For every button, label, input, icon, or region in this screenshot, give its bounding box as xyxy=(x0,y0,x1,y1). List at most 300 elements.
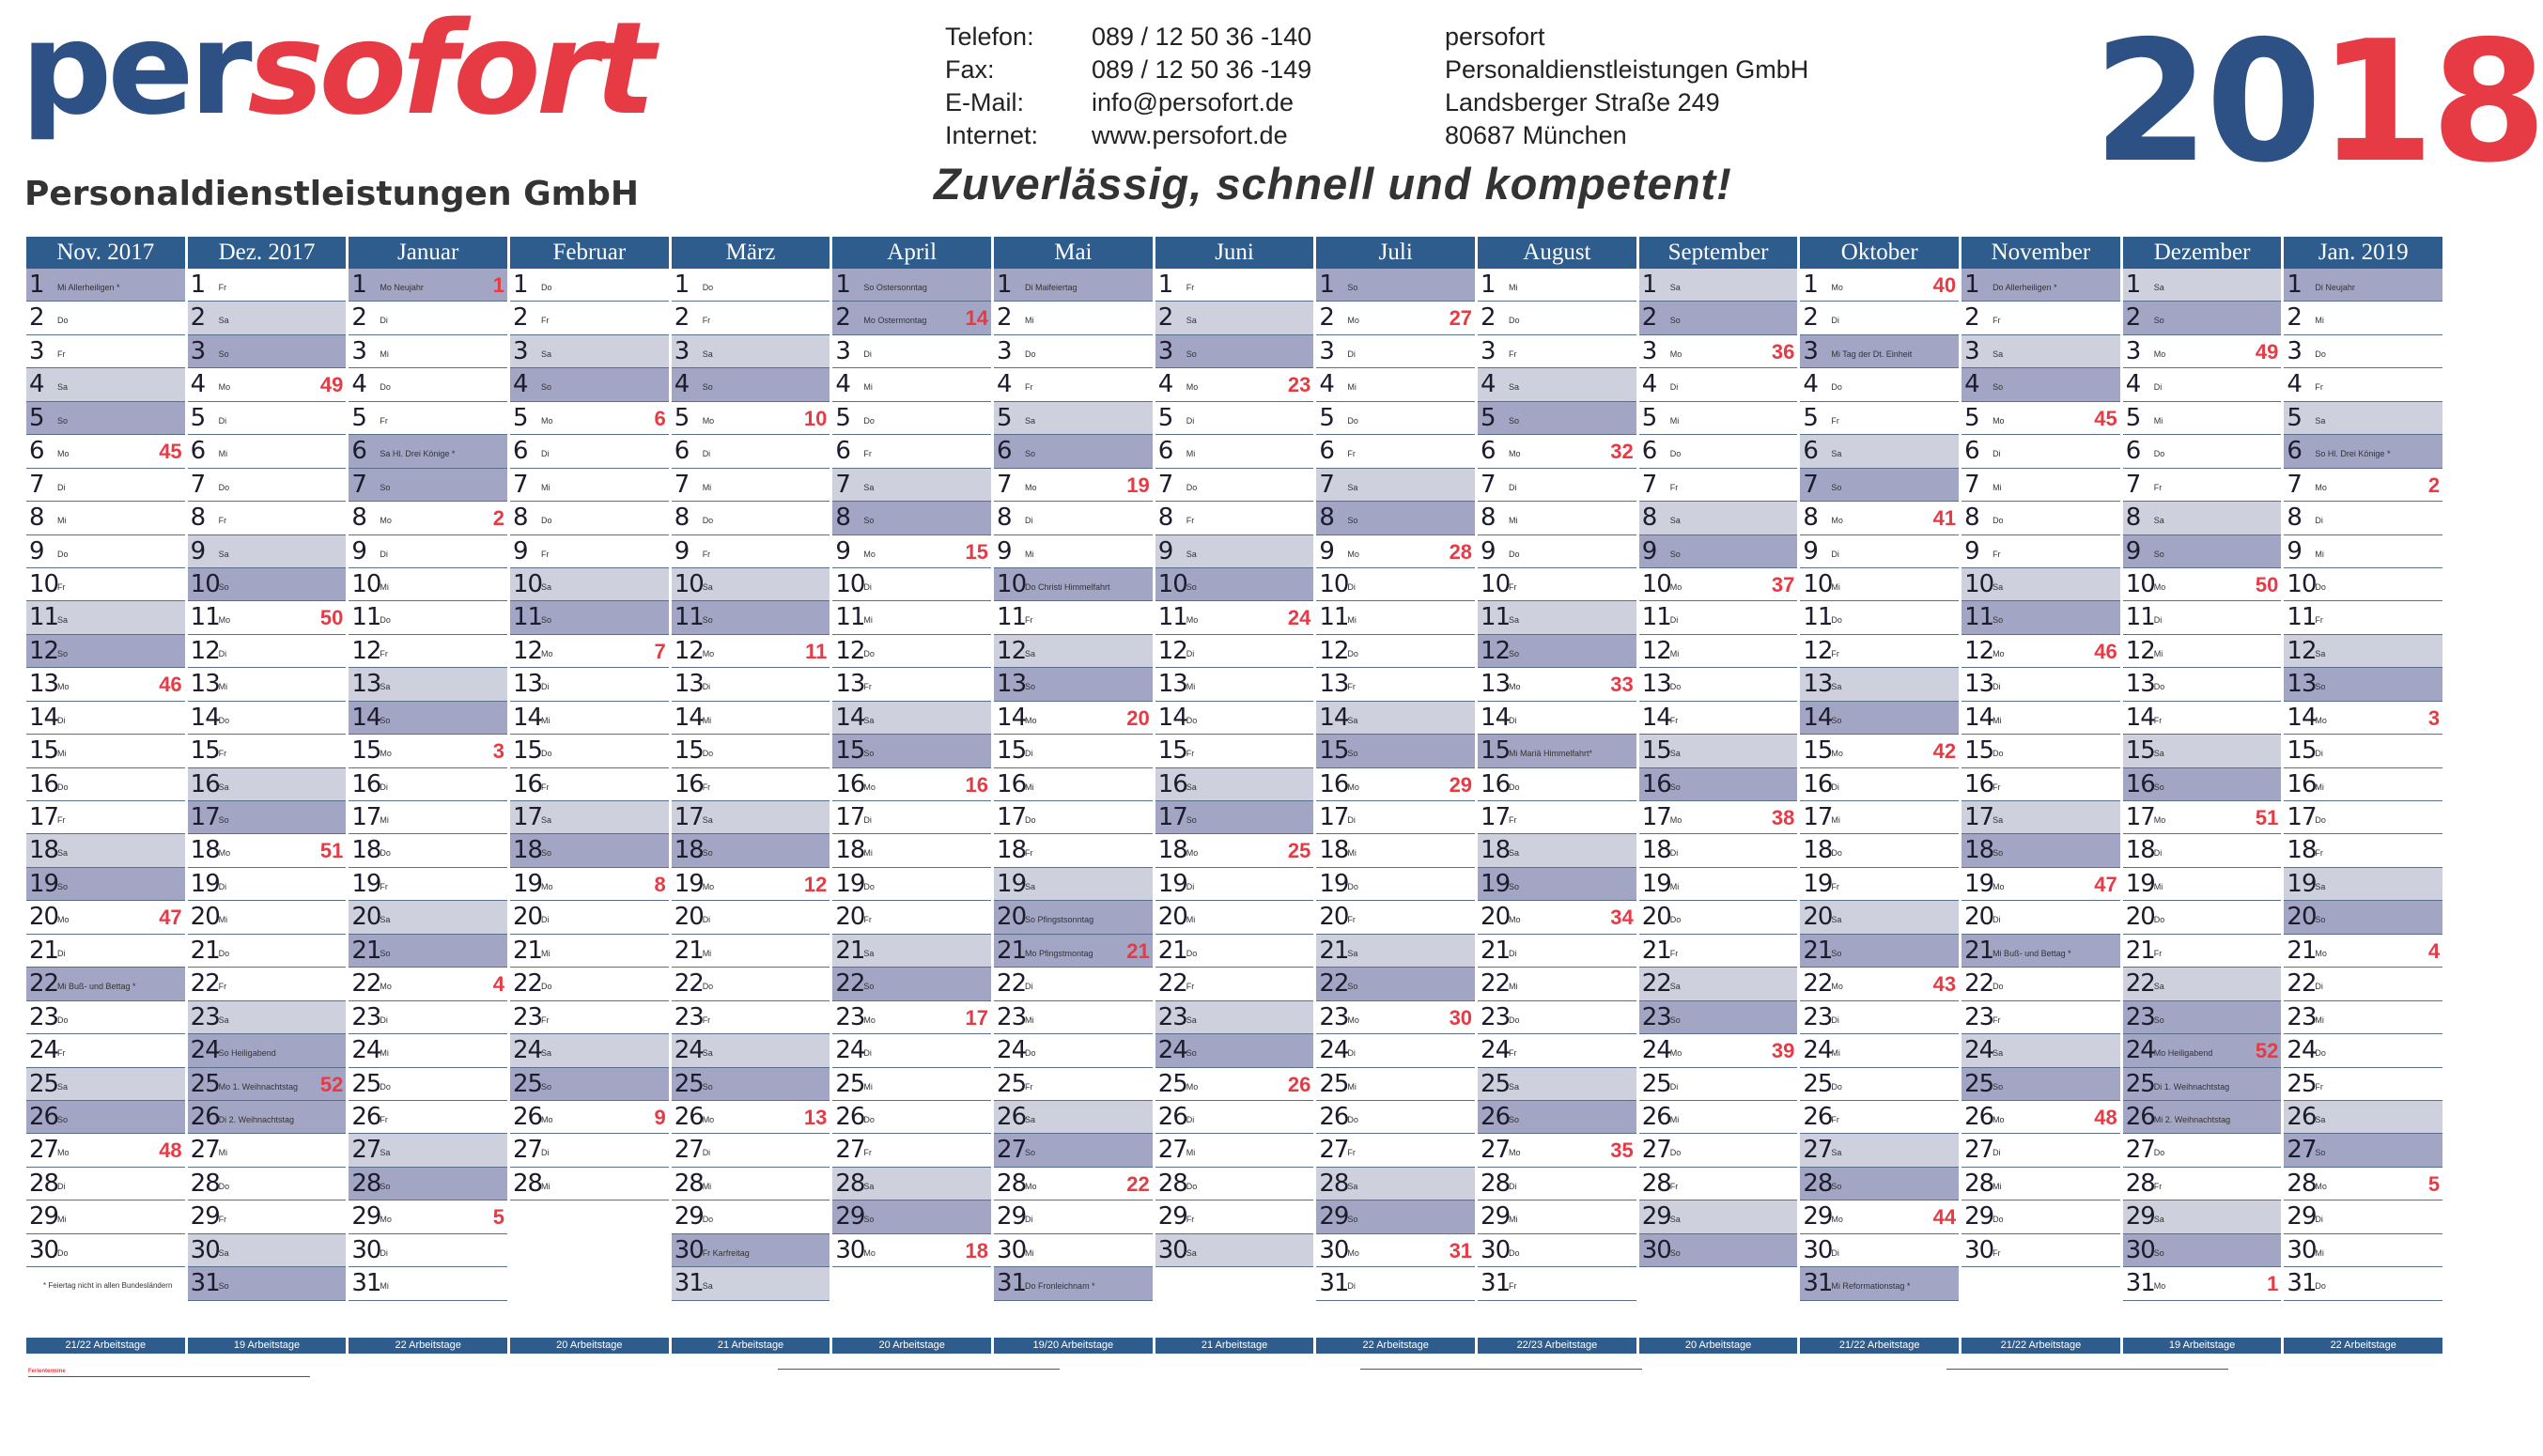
weekday-label: Sa xyxy=(218,549,229,559)
day-number: 18 xyxy=(1641,836,1671,865)
day-cell xyxy=(349,335,507,368)
weekday-label: Fr xyxy=(1993,782,2001,792)
day-cell xyxy=(349,801,507,834)
day-cell xyxy=(1155,901,1314,934)
week-number: 39 xyxy=(1771,1039,1795,1063)
weekday-label: So xyxy=(702,382,713,393)
day-cell xyxy=(832,1068,991,1101)
day-cell xyxy=(510,435,669,468)
day-number: 19 xyxy=(190,869,220,898)
day-number: 10 xyxy=(2287,569,2317,598)
day-number: 13 xyxy=(2287,670,2317,699)
day-number: 23 xyxy=(835,1002,865,1031)
month-days xyxy=(1155,269,1314,1267)
week-number: 1 xyxy=(2267,1272,2279,1296)
day-cell xyxy=(672,1101,830,1134)
week-number: 22 xyxy=(1126,1171,1150,1196)
day-number: 25 xyxy=(997,1069,1027,1098)
day-number: 16 xyxy=(1641,769,1671,798)
weekday-label: Sa xyxy=(1186,782,1197,792)
day-cell xyxy=(188,1001,347,1034)
week-number: 20 xyxy=(1126,705,1150,730)
day-cell xyxy=(2284,668,2442,701)
day-number: 16 xyxy=(674,769,704,798)
weekday-label: So xyxy=(1669,1247,1681,1258)
persofort-logo xyxy=(21,0,651,144)
day-cell xyxy=(832,635,991,668)
weekday-label: Mi xyxy=(702,1181,712,1191)
calendar-year xyxy=(2093,5,2543,199)
weekday-label: So xyxy=(702,848,713,859)
working-days-label: 21/22 Arbeitstage xyxy=(1962,1338,2120,1354)
day-number: 16 xyxy=(997,769,1027,798)
day-number: 17 xyxy=(2125,803,2155,831)
day-number: 28 xyxy=(1481,1169,1511,1198)
week-number: 34 xyxy=(1610,906,1634,930)
weekday-label: Di xyxy=(2315,516,2323,526)
day-cell xyxy=(1478,1200,1636,1233)
weekday-label: Fr xyxy=(218,283,227,292)
weekday-label: Fr xyxy=(1347,915,1356,925)
weekday-label: So Hl. Drei Könige * xyxy=(2315,449,2391,459)
day-number: 29 xyxy=(1157,1202,1187,1231)
week-number: 46 xyxy=(2094,639,2117,663)
day-cell xyxy=(349,935,507,968)
day-cell xyxy=(1155,935,1314,968)
day-number: 8 xyxy=(2125,503,2141,533)
day-cell xyxy=(1478,1267,1636,1300)
day-cell xyxy=(994,702,1153,735)
weekday-label: Mi xyxy=(1347,848,1357,859)
weekday-label: Mo xyxy=(1669,815,1682,825)
weekday-label: Sa xyxy=(380,915,391,925)
day-cell xyxy=(2284,269,2442,302)
weekday-label: Sa xyxy=(863,715,875,725)
day-number: 5 xyxy=(1803,403,1818,432)
day-cell xyxy=(1478,535,1636,568)
day-cell xyxy=(672,901,830,934)
day-cell xyxy=(2284,535,2442,568)
day-cell xyxy=(510,269,669,302)
ferien-block-3 xyxy=(1360,1368,1642,1370)
day-cell xyxy=(832,668,991,701)
day-number: 4 xyxy=(351,370,366,399)
day-cell xyxy=(510,968,669,1000)
day-cell xyxy=(994,635,1153,668)
day-number: 14 xyxy=(1157,703,1187,732)
day-cell xyxy=(1478,568,1636,601)
day-number: 20 xyxy=(351,903,381,932)
day-cell xyxy=(994,335,1153,368)
weekday-label: Do xyxy=(218,482,230,492)
weekday-label: Di xyxy=(702,1148,711,1158)
day-number: 8 xyxy=(29,503,44,533)
day-number: 2 xyxy=(997,303,1012,333)
weekday-label: Mi xyxy=(541,1181,550,1191)
day-number: 11 xyxy=(1964,603,1994,632)
weekday-label: Do Christi Himmelfahrt xyxy=(1025,581,1110,592)
day-cell xyxy=(2123,735,2282,767)
weekday-label: Di xyxy=(1186,415,1195,426)
day-number: 21 xyxy=(1319,936,1349,965)
day-number: 12 xyxy=(674,636,704,665)
day-number: 18 xyxy=(1964,836,1994,865)
day-number: 10 xyxy=(1319,569,1349,598)
day-cell xyxy=(2123,601,2282,634)
day-cell xyxy=(1155,368,1314,401)
day-cell xyxy=(1155,335,1314,368)
day-number: 15 xyxy=(997,736,1027,766)
day-cell xyxy=(1316,901,1475,934)
day-cell xyxy=(1962,402,2120,435)
week-number: 3 xyxy=(2427,705,2441,730)
day-cell xyxy=(2284,469,2442,502)
day-cell xyxy=(994,568,1153,601)
day-number: 14 xyxy=(674,703,704,732)
weekday-label: Do xyxy=(863,881,875,891)
day-cell xyxy=(2284,968,2442,1000)
weekday-label: Di xyxy=(702,682,711,692)
day-number: 21 xyxy=(674,936,704,965)
day-cell xyxy=(510,568,669,601)
day-number: 9 xyxy=(674,536,690,565)
weekday-label: Mo xyxy=(702,881,715,891)
day-cell xyxy=(1155,568,1314,601)
day-number: 20 xyxy=(1481,903,1511,932)
day-number: 25 xyxy=(1964,1069,1994,1098)
weekday-label: So Pfingstsonntag xyxy=(1025,915,1094,925)
day-cell xyxy=(2123,1068,2282,1101)
day-number: 27 xyxy=(2287,1136,2317,1165)
day-number: 23 xyxy=(190,1002,220,1031)
weekday-label: Di xyxy=(57,948,66,958)
day-number: 16 xyxy=(190,769,220,798)
day-number: 6 xyxy=(997,437,1012,466)
day-number: 25 xyxy=(2287,1069,2317,1098)
day-cell xyxy=(1316,368,1475,401)
weekday-label: So xyxy=(1993,1081,2004,1092)
weekday-label: Fr xyxy=(863,449,872,459)
day-number: 26 xyxy=(351,1102,381,1131)
day-cell xyxy=(994,469,1153,502)
weekday-label: Sa xyxy=(2153,749,2164,759)
day-cell xyxy=(1800,668,1959,701)
day-cell xyxy=(349,1234,507,1267)
day-cell xyxy=(1478,702,1636,735)
month-days xyxy=(672,269,830,1301)
week-number: 4 xyxy=(2427,938,2441,963)
day-cell xyxy=(994,901,1153,934)
weekday-label: Do xyxy=(1831,615,1842,626)
day-cell xyxy=(832,568,991,601)
weekday-label: Do xyxy=(1509,782,1520,792)
weekday-label: Fr Karfreitag xyxy=(702,1247,750,1258)
day-cell xyxy=(349,1101,507,1134)
day-number: 6 xyxy=(674,437,690,466)
day-number: 3 xyxy=(997,336,1012,365)
weekday-label: So xyxy=(2315,915,2326,925)
weekday-label: Di xyxy=(541,682,550,692)
day-number: 27 xyxy=(190,1136,220,1165)
day-number: 2 xyxy=(2125,303,2141,333)
month-days xyxy=(188,269,347,1301)
weekday-label: Fr xyxy=(1186,1215,1195,1225)
day-cell xyxy=(1639,1034,1798,1067)
day-number: 8 xyxy=(1803,503,1818,533)
day-number: 7 xyxy=(1481,470,1496,499)
day-cell xyxy=(510,469,669,502)
day-cell xyxy=(1316,302,1475,334)
day-cell xyxy=(1639,1234,1798,1267)
working-days-label: 21 Arbeitstage xyxy=(1155,1338,1314,1354)
day-cell xyxy=(994,735,1153,767)
day-cell xyxy=(1478,1234,1636,1267)
day-cell xyxy=(188,269,347,302)
day-cell xyxy=(1478,302,1636,334)
day-cell xyxy=(349,834,507,867)
day-number: 18 xyxy=(1803,836,1833,865)
address-line-3: Landsberger Straße 249 xyxy=(1445,88,1720,116)
weekday-label: Mo xyxy=(702,415,715,426)
weekday-label: Di xyxy=(2153,382,2163,393)
ferien-line xyxy=(778,1369,1060,1370)
day-cell xyxy=(672,1168,830,1200)
weekday-label: Mi xyxy=(1669,1114,1680,1124)
day-number: 13 xyxy=(674,670,704,699)
weekday-label: Do xyxy=(1669,1148,1682,1158)
day-number: 17 xyxy=(835,803,865,831)
day-number: 15 xyxy=(351,736,381,766)
weekday-label: Mi xyxy=(1347,1081,1357,1092)
day-number: 28 xyxy=(1319,1169,1349,1198)
day-cell xyxy=(994,368,1153,401)
day-number: 31 xyxy=(190,1269,220,1298)
day-number: 5 xyxy=(29,403,44,432)
day-number: 21 xyxy=(1803,936,1833,965)
weekday-label: Mi xyxy=(380,1048,389,1059)
weekday-label: Fr xyxy=(2315,382,2323,393)
weekday-label: Mo Ostermontag xyxy=(863,316,927,326)
day-number: 9 xyxy=(1157,536,1173,565)
day-cell xyxy=(672,834,830,867)
weekday-label: Fr xyxy=(702,549,711,559)
value-internet[interactable]: www.persofort.de xyxy=(1092,121,1288,149)
day-number: 29 xyxy=(1964,1202,1994,1231)
day-cell xyxy=(1478,402,1636,435)
day-cell xyxy=(832,968,991,1000)
day-number: 26 xyxy=(513,1102,543,1131)
day-cell xyxy=(1962,968,2120,1000)
weekday-label: So xyxy=(2153,1247,2164,1258)
weekday-label: Mo xyxy=(1025,715,1037,725)
weekday-label: Do xyxy=(57,1247,69,1258)
day-number: 19 xyxy=(513,869,543,898)
day-cell xyxy=(1155,1168,1314,1200)
weekday-label: Fr xyxy=(380,1114,388,1124)
weekday-label: Di xyxy=(1347,581,1356,592)
day-number: 22 xyxy=(190,969,220,999)
weekday-label: Di xyxy=(863,581,872,592)
day-number: 4 xyxy=(997,370,1012,399)
weekday-label: Sa xyxy=(541,349,552,359)
weekday-label: Di xyxy=(702,449,711,459)
day-cell xyxy=(1155,601,1314,634)
day-cell xyxy=(1316,1134,1475,1167)
day-cell xyxy=(510,535,669,568)
weekday-label: So xyxy=(2315,1148,2326,1158)
day-number: 12 xyxy=(1319,636,1349,665)
weekday-label: Mo xyxy=(57,682,70,692)
day-cell xyxy=(1478,668,1636,701)
weekday-label: So xyxy=(1509,415,1520,426)
day-number: 31 xyxy=(1481,1269,1511,1298)
weekday-label: Fr xyxy=(1831,881,1839,891)
day-cell xyxy=(1800,1134,1959,1167)
weekday-label: So xyxy=(380,715,391,725)
day-number: 3 xyxy=(2125,336,2141,365)
weekday-label: Sa xyxy=(218,1247,229,1258)
day-cell xyxy=(26,368,185,401)
day-number: 27 xyxy=(835,1136,865,1165)
day-cell xyxy=(1316,1168,1475,1200)
day-number: 28 xyxy=(1803,1169,1833,1198)
weekday-label: So xyxy=(1347,516,1358,526)
day-cell xyxy=(2123,1134,2282,1167)
day-number: 16 xyxy=(2287,769,2317,798)
day-cell xyxy=(994,535,1153,568)
weekday-label: Do xyxy=(1025,349,1036,359)
weekday-label: So xyxy=(1347,749,1358,759)
day-number: 20 xyxy=(190,903,220,932)
day-number: 27 xyxy=(674,1136,704,1165)
weekday-label: Do xyxy=(1509,316,1520,326)
day-number: 26 xyxy=(1319,1102,1349,1131)
weekday-label: Di xyxy=(541,449,550,459)
day-number: 11 xyxy=(674,603,704,632)
day-number: 22 xyxy=(1481,969,1511,999)
day-number: 4 xyxy=(29,370,44,399)
day-number: 29 xyxy=(2125,1202,2155,1231)
day-number: 18 xyxy=(2125,836,2155,865)
day-cell xyxy=(1316,402,1475,435)
day-cell xyxy=(349,668,507,701)
weekday-label: So xyxy=(863,982,875,992)
day-cell xyxy=(2123,901,2282,934)
weekday-label: Do xyxy=(1025,1048,1036,1059)
weekday-label: Sa xyxy=(1025,881,1036,891)
week-number: 42 xyxy=(1932,739,1957,764)
day-number: 16 xyxy=(2125,769,2155,798)
day-cell xyxy=(994,435,1153,468)
day-cell xyxy=(1316,1267,1475,1300)
weekday-label: So xyxy=(218,1281,229,1292)
day-cell xyxy=(1639,735,1798,767)
day-number: 8 xyxy=(513,503,528,533)
day-cell xyxy=(994,1168,1153,1200)
weekday-label: Di xyxy=(1993,1148,2001,1158)
weekday-label: Sa xyxy=(1669,749,1681,759)
day-number: 1 xyxy=(997,271,1012,299)
weekday-label: Fr xyxy=(1186,283,1195,292)
day-number: 4 xyxy=(835,370,850,399)
day-number: 25 xyxy=(1481,1069,1511,1098)
company-address xyxy=(1445,21,1808,152)
week-number: 5 xyxy=(492,1205,505,1230)
logo-part-per: per xyxy=(21,0,248,144)
day-cell xyxy=(2123,768,2282,801)
day-cell xyxy=(1800,402,1959,435)
day-number: 10 xyxy=(997,569,1027,598)
day-number: 6 xyxy=(1641,437,1657,466)
weekday-label: So Ostersonntag xyxy=(863,283,927,292)
day-number: 26 xyxy=(1803,1102,1833,1131)
weekday-label: Mi xyxy=(863,1081,873,1092)
weekday-label: Di xyxy=(863,1048,872,1059)
day-cell xyxy=(2123,502,2282,534)
weekday-label: Fr xyxy=(1669,715,1679,725)
weekday-label: Sa xyxy=(1993,349,2004,359)
day-cell xyxy=(1316,535,1475,568)
day-number: 6 xyxy=(1803,437,1818,466)
day-number: 31 xyxy=(674,1269,704,1298)
weekday-label: Mo xyxy=(1025,482,1037,492)
day-cell xyxy=(188,402,347,435)
weekday-label: Fr xyxy=(1993,1015,2001,1025)
weekday-label: Mi xyxy=(1186,915,1196,925)
day-cell xyxy=(510,635,669,668)
day-cell xyxy=(1962,1134,2120,1167)
day-number: 11 xyxy=(2287,603,2317,632)
month-header: Juni xyxy=(1155,237,1314,269)
day-number: 1 xyxy=(2287,271,2302,299)
day-number: 7 xyxy=(190,470,206,499)
month-header: Dez. 2017 xyxy=(188,237,347,269)
weekday-label: Mo Pfingstmontag xyxy=(1025,948,1093,958)
day-cell xyxy=(349,1001,507,1034)
day-cell xyxy=(1316,1101,1475,1134)
weekday-label: Sa xyxy=(1831,449,1842,459)
day-cell xyxy=(2284,702,2442,735)
day-cell xyxy=(1639,335,1798,368)
day-cell xyxy=(26,668,185,701)
ferien-line xyxy=(1946,1369,2228,1370)
day-cell xyxy=(2284,1068,2442,1101)
day-number: 30 xyxy=(1803,1235,1833,1264)
weekday-label: So xyxy=(1509,1114,1520,1124)
weekday-label: Do xyxy=(2315,581,2326,592)
day-cell xyxy=(510,668,669,701)
day-number: 22 xyxy=(835,969,865,999)
day-number: 1 xyxy=(351,271,366,299)
week-number: 50 xyxy=(319,606,344,630)
weekday-label: Sa xyxy=(1025,1114,1036,1124)
day-cell xyxy=(1962,901,2120,934)
day-cell xyxy=(1478,868,1636,901)
contact-labels xyxy=(945,21,1038,152)
weekday-label: Fr xyxy=(2315,1081,2323,1092)
weekday-label: Mi xyxy=(1186,449,1196,459)
weekday-label: Sa xyxy=(1993,815,2004,825)
value-email[interactable]: info@persofort.de xyxy=(1092,88,1295,116)
month-header: Nov. 2017 xyxy=(26,237,185,269)
day-number: 1 xyxy=(190,271,206,299)
day-number: 26 xyxy=(674,1102,704,1131)
day-cell xyxy=(26,1200,185,1233)
day-number: 14 xyxy=(2125,703,2155,732)
day-number: 2 xyxy=(2287,303,2302,333)
weekday-label: Mi Allerheiligen * xyxy=(57,283,120,292)
day-cell xyxy=(1800,302,1959,334)
